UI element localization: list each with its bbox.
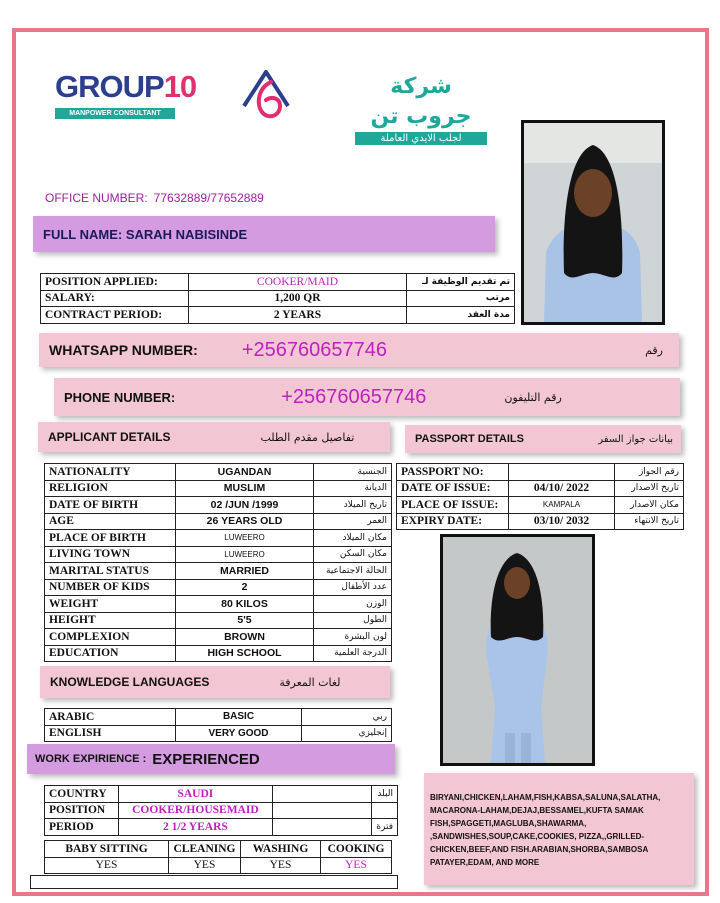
group10-logo: GROUP10 MANPOWER CONSULTANT xyxy=(55,69,197,117)
full-body-photo xyxy=(440,534,595,766)
skills-table xyxy=(44,840,392,874)
table-row: LIVING TOWN LUWEERO مكان السكن xyxy=(45,546,392,563)
table-row: CONTRACT PERIOD: 2 YEARS مدة العقد xyxy=(41,307,515,324)
table-row: NATIONALITY UGANDAN الجنسية xyxy=(45,464,392,481)
table-row: BABY SITTING CLEANING WASHING COOKING xyxy=(45,841,392,858)
full-name-banner: FULL NAME: SARAH NABISINDE xyxy=(33,216,495,252)
languages-table xyxy=(44,708,392,742)
table-row: HEIGHT 5'5 الطول xyxy=(45,612,392,629)
passport-table xyxy=(396,463,684,530)
table-row: PLACE OF ISSUE: KAMPALA مكان الاصدار xyxy=(397,497,684,514)
applicant-table xyxy=(44,463,392,662)
table-row: PLACE OF BIRTH LUWEERO مكان الميلاد xyxy=(45,530,392,547)
table-row: DATE OF BIRTH 02 /JUN /1999 تاريخ الميلاد xyxy=(45,497,392,514)
table-row: POSITION COOKER/HOUSEMAID xyxy=(45,802,398,819)
table-row: PASSPORT NO: رقم الجواز xyxy=(397,464,684,481)
table-row: POSITION APPLIED: COOKER/MAID تم تقديم الوظيفة لـ xyxy=(41,274,515,291)
cooking-skills-list: BIRYANI,CHICKEN,LAHAM,FISH,KABSA,SALUNA,SALATHA, MACARONA-LAHAM,DEJAJ,BESSAMEL,KUFTA SAMAK FISH,SPAGGETI,MAGLUBA,SHAWARMA, ,SANDWISHES,SOUP,CAKE,COOKIES, PIZZA,,GRILLED- CHICKEN,BEEF,AND FISH.ARABIAN,SHORBA,SAMBOSA PATAYER,EDAM, AND MORE xyxy=(424,773,694,885)
brand-mark-icon xyxy=(240,68,292,124)
arabic-company-logo: شركة جروب تن لجلب الايدي العاملة xyxy=(355,72,487,128)
portrait-photo xyxy=(521,120,665,325)
table-row: RELIGION MUSLIM الديانة xyxy=(45,480,392,497)
table-row: ARABIC BASIC ربي xyxy=(45,709,392,726)
applicant-details-header: APPLICANT DETAILS تفاصيل مقدم الطلب xyxy=(38,422,390,452)
table-row: PERIOD 2 1/2 YEARS فترة xyxy=(45,819,398,836)
work-experience-banner: WORK EXPIRIENCE : EXPERIENCED xyxy=(27,744,395,774)
whatsapp-banner: WHATSAPP NUMBER: +256760657746 رقم xyxy=(39,333,679,367)
table-row: AGE 26 YEARS OLD العمر xyxy=(45,513,392,530)
table-row: SALARY: 1,200 QR مرتب xyxy=(41,290,515,307)
table-row: COUNTRY SAUDI البلد xyxy=(45,786,398,803)
phone-banner: PHONE NUMBER: +256760657746 رقم التليفون xyxy=(54,378,680,416)
position-table xyxy=(40,273,515,324)
table-row: YES YES YES YES xyxy=(45,857,392,874)
passport-details-header: PASSPORT DETAILS بيانات جواز السفر xyxy=(405,425,681,453)
languages-header: KNOWLEDGE LANGUAGES لغات المعرفة xyxy=(40,666,390,698)
table-row: ENGLISH VERY GOOD إنجليزي xyxy=(45,725,392,742)
table-row: WEIGHT 80 KILOS الوزن xyxy=(45,596,392,613)
table-row: EXPIRY DATE: 03/10/ 2032 تاريخ الانتهاء xyxy=(397,513,684,530)
table-row: EDUCATION HIGH SCHOOL الدرجة العلمية xyxy=(45,645,392,662)
table-row: MARITAL STATUS MARRIED الحالة الاجتماعية xyxy=(45,563,392,580)
table-row: COMPLEXION BROWN لون البشرة xyxy=(45,629,392,646)
office-number: OFFICE NUMBER: 77632889/77652889 xyxy=(45,191,264,205)
table-row: NUMBER OF KIDS 2 عدد الأطفال xyxy=(45,579,392,596)
table-row: DATE OF ISSUE: 04/10/ 2022 تاريخ الاصدار xyxy=(397,480,684,497)
work-table xyxy=(44,785,398,836)
blank-footer-row xyxy=(30,875,398,889)
